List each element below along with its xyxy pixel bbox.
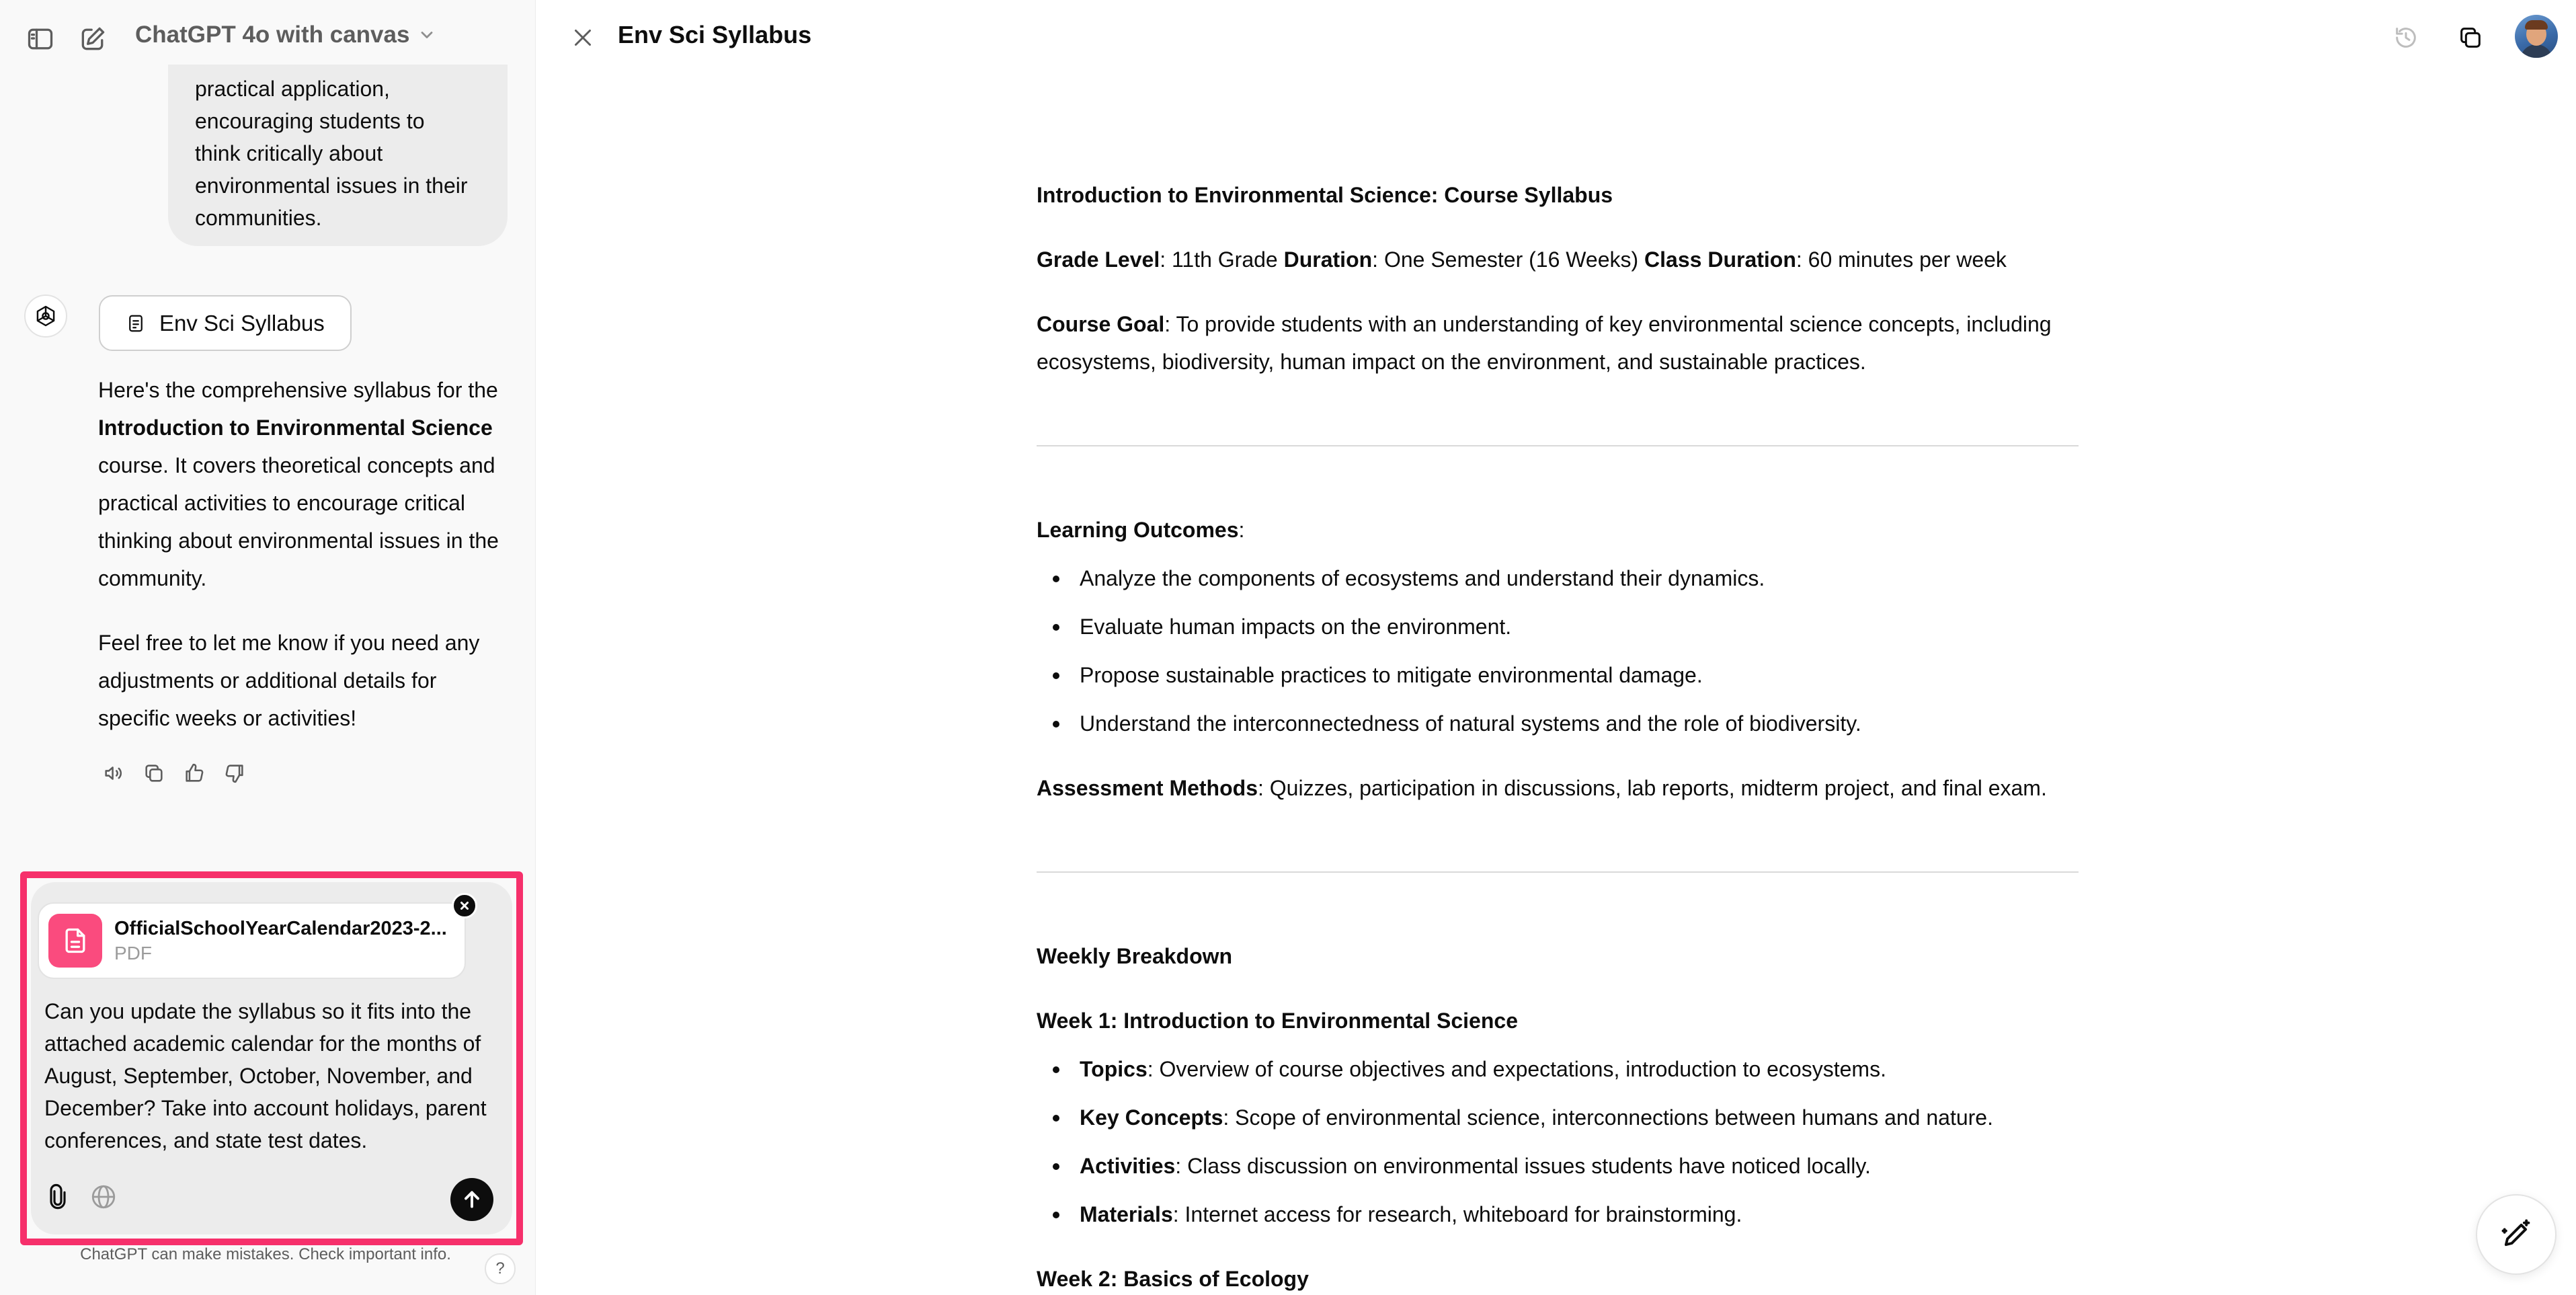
grade-value: : 11th Grade — [1160, 247, 1284, 272]
globe-icon — [89, 1183, 118, 1211]
edit-suggestions-button[interactable] — [2476, 1194, 2557, 1275]
chat-panel — [0, 0, 536, 1295]
paperclip-icon — [44, 1183, 71, 1210]
document-icon — [126, 313, 146, 333]
assistant-text-post: course. It covers theoretical concepts and practical activities to encourage critical thinking about environmental issues in the community. — [98, 453, 499, 590]
assistant-text-bold: Introduction to Environmental Science — [98, 416, 493, 440]
duration-value: : One Semester (16 Weeks) — [1372, 247, 1645, 272]
user-message-bubble — [168, 65, 508, 246]
week-1-item: Materials: Internet access for research, whiteboard for brainstorming. — [1080, 1198, 1742, 1230]
message-actions — [98, 758, 250, 789]
user-message-line: think critically about — [195, 141, 383, 165]
canvas-panel — [536, 0, 2576, 1295]
assistant-message-paragraph: Feel free to let me know if you need any adjustments or additional details for specific weeks or activities! — [98, 631, 480, 730]
close-icon — [571, 26, 595, 50]
close-icon — [458, 900, 471, 912]
attachment-card[interactable] — [38, 902, 466, 979]
week-1-item: Topics: Overview of course objectives and expectations, introduction to ecosystems. — [1080, 1053, 1886, 1085]
new-chat-button[interactable] — [74, 20, 112, 58]
week-2-heading: Week 2: Basics of Ecology — [1037, 1267, 1309, 1291]
divider — [1037, 871, 2079, 873]
bad-response-button[interactable] — [219, 758, 250, 789]
learning-outcomes-heading: Learning Outcomes: — [1037, 518, 1245, 542]
copy-icon — [2457, 24, 2484, 51]
course-meta-line — [1037, 243, 2007, 276]
message-composer[interactable] — [31, 882, 512, 1234]
disclaimer-text: ChatGPT can make mistakes. Check important info. — [80, 1245, 451, 1263]
openai-logo-icon — [32, 302, 60, 330]
chevron-down-icon — [417, 26, 436, 44]
open-canvas-chip[interactable] — [99, 295, 352, 351]
sidebar-toggle-button[interactable] — [22, 20, 59, 58]
outcome-item: Analyze the components of ecosystems and understand their dynamics. — [1080, 562, 1765, 594]
assistant-avatar — [24, 295, 67, 338]
good-response-button[interactable] — [179, 758, 210, 789]
history-icon — [2392, 24, 2419, 51]
model-title-label: ChatGPT 4o with canvas — [135, 22, 410, 48]
attachment-name: OfficialSchoolYearCalendar2023-2... — [114, 917, 447, 939]
arrow-up-icon — [460, 1187, 484, 1212]
canvas-chip-label: Env Sci Syllabus — [159, 310, 325, 336]
grade-label: Grade Level — [1037, 247, 1160, 272]
help-button[interactable]: ? — [485, 1253, 516, 1284]
class-duration-label: Class Duration — [1644, 247, 1796, 272]
course-goal-label: Course Goal — [1037, 312, 1165, 336]
assessment-line — [1037, 772, 2047, 804]
speaker-icon — [102, 762, 125, 785]
edit-icon — [78, 24, 108, 54]
user-message-line: practical application, — [195, 77, 390, 101]
attach-file-button[interactable] — [39, 1178, 77, 1216]
pencil-sparkle-icon — [2499, 1217, 2534, 1252]
copy-message-button[interactable] — [138, 758, 169, 789]
thumbs-up-icon — [183, 762, 206, 785]
class-duration-value: : 60 minutes per week — [1796, 247, 2007, 272]
assistant-text-pre: Here's the comprehensive syllabus for the — [98, 378, 498, 402]
thumbs-down-icon — [223, 762, 246, 785]
canvas-title: Env Sci Syllabus — [618, 21, 812, 48]
copy-icon — [143, 762, 165, 785]
week-1-item: Key Concepts: Scope of environmental science, interconnections between humans and nature. — [1080, 1101, 1993, 1134]
outcome-item: Propose sustainable practices to mitigate environmental damage. — [1080, 659, 1703, 691]
outcome-item: Evaluate human impacts on the environment. — [1080, 611, 1511, 643]
sidebar-toggle-icon — [26, 24, 55, 54]
remove-attachment-button[interactable] — [452, 893, 477, 918]
message-input[interactable]: Can you update the syllabus so it fits into the attached academic calendar for the months of August, September, October, November, and December? Take into account holidays, parent conferences, and state test dates. — [44, 999, 487, 1152]
web-search-button[interactable] — [85, 1178, 122, 1216]
user-message-line: communities. — [195, 206, 322, 230]
week-1-item: Activities: Class discussion on environmental issues students have noticed locally. — [1080, 1150, 1871, 1182]
course-title: Introduction to Environmental Science: Course Syllabus — [1037, 183, 1613, 207]
user-message-line: environmental issues in their — [195, 173, 468, 198]
user-avatar[interactable] — [2515, 15, 2558, 58]
close-canvas-button[interactable] — [561, 16, 604, 59]
read-aloud-button[interactable] — [98, 758, 129, 789]
version-history-button[interactable] — [2386, 17, 2426, 58]
outcome-item: Understand the interconnectedness of natural systems and the role of biodiversity. — [1080, 707, 1861, 740]
copy-canvas-button[interactable] — [2450, 17, 2491, 58]
assessment-text: : Quizzes, participation in discussions, lab reports, midterm project, and final exam. — [1257, 776, 2047, 800]
course-goal-text: : To provide students with an understanding of key environmental science concepts, including — [1164, 312, 2052, 336]
course-goal-line — [1037, 308, 2052, 340]
user-message-line: encouraging students to — [195, 109, 425, 133]
model-selector[interactable] — [135, 19, 436, 51]
weekly-breakdown-heading: Weekly Breakdown — [1037, 944, 1233, 968]
send-button[interactable] — [450, 1178, 493, 1221]
divider — [1037, 445, 2079, 446]
assistant-message-paragraph — [98, 371, 501, 597]
attachment-type: PDF — [114, 942, 152, 964]
pdf-file-icon — [48, 914, 102, 968]
week-1-heading: Week 1: Introduction to Environmental Science — [1037, 1009, 1518, 1033]
course-goal-line: ecosystems, biodiversity, human impact on the environment, and sustainable practices. — [1037, 350, 1866, 374]
assessment-label: Assessment Methods — [1037, 776, 1258, 800]
duration-label: Duration — [1283, 247, 1373, 272]
